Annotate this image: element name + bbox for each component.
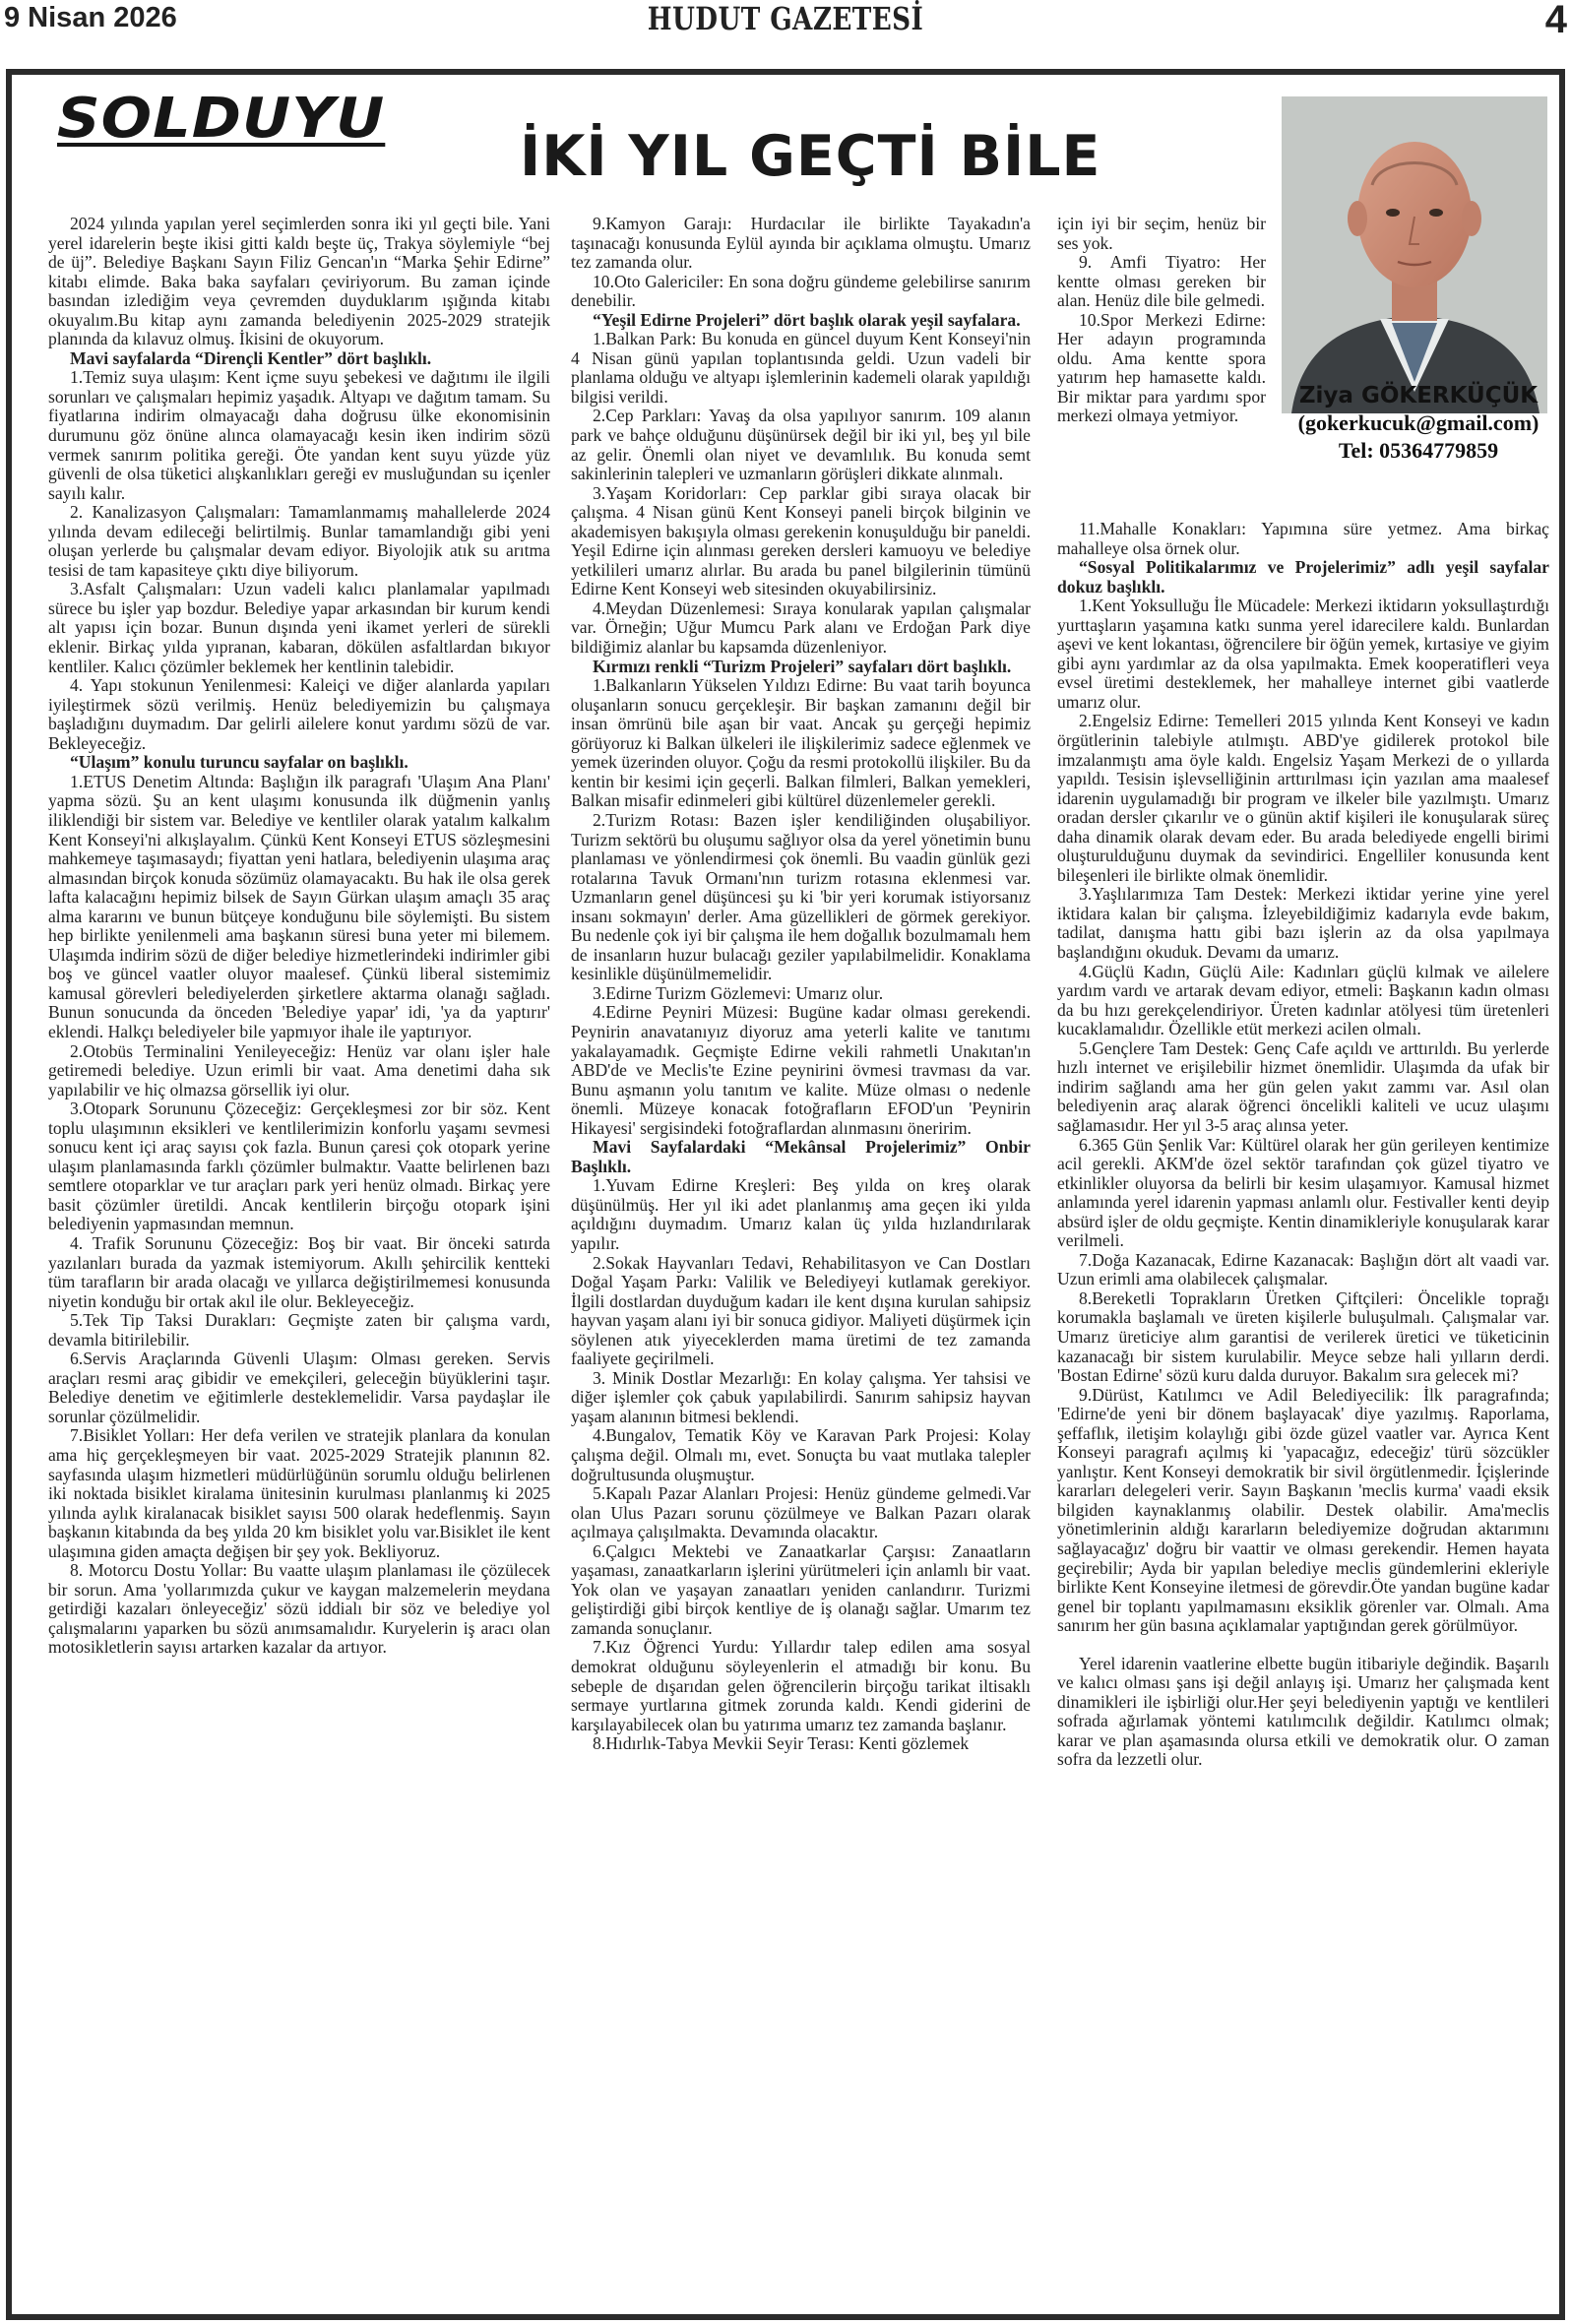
article-title: İKİ YIL GEÇTİ BİLE <box>520 124 1101 189</box>
article-paragraph: 2.Cep Parkları: Yavaş da olsa yapılıyor sanırım. 109 alanın park ve bahçe olduğunu düşünürsek değil bir iki yıl, beş yıl bile az gelir. Önemli olan niyet ve devamlılık. Bu konuda semt sakinlerinin talepleri ve uzmanların görüşleri dikkate alınmalı. <box>571 406 1031 484</box>
article-paragraph: 9.Kamyon Garajı: Hurdacılar ile birlikte Tayakadın'a taşınacağı konusunda Eylül ayında bir açıklama olmuştu. Umarız tez zamanda olur. <box>571 214 1031 273</box>
article-paragraph: 1.Kent Yoksulluğu İle Mücadele: Merkezi iktidarın yoksullaştırdığı yurttaşların yaşamına katkı sunma yerel idarecilere kaldı. Bunlardan aşevi ve kent lokantası, öğrencilere bir öğün yemek, kırtasiye ve giyim gibi aynı yardımlar az da olsa yapılmakta. Emek kooperatifleri veya evsel üretimi desteklemek, her mahalleye internet gibi vaatlerde umarız olur. <box>1057 596 1549 712</box>
article-column-1 <box>48 215 550 1658</box>
article-paragraph: 7.Bisiklet Yolları: Her defa verilen ve stratejik planlara da konulan ama hiç gerçekleşmeyen bir vaat. 2025-2029 Stratejik planının 82. sayfasında ulaşım hizmetleri müdürlüğünün sorumlu olduğu belirlenen iki noktada bisiklet kiralama ünitesinin kurulması planlanmış ki 2025 yılında aylık kiralanacak bisiklet sayısı 500 olarak hedeflenmiş. Sayın başkanın kitabında da beş yılda 20 km bisiklet yolu var.Bisiklet ile kent ulaşımına giden amaçta değişen bir şey yok. Bekliyoruz. <box>48 1425 550 1561</box>
article-paragraph: 5.Tek Tip Taksi Durakları: Geçmişte zaten bir çalışma vardı, devamla bitirilebilir. <box>48 1310 550 1350</box>
article-paragraph: 3.Edirne Turizm Gözlemevi: Umarız olur. <box>593 982 884 1003</box>
article-paragraph: 4. Trafik Sorununu Çözeceğiz: Boş bir vaat. Bir önceki satırda yazılanları burada da yazmak istemiyorum. Akıllı şehircilik kentteki tüm tarafların bir arada olacağı ve yıllarca değiştirilmemesi konusunda niyetin konduğu bir ortak akıl ile olur. Bekleyeceğiz. <box>48 1232 550 1311</box>
newspaper-name: HUDUT GAZETESİ <box>647 0 924 37</box>
issue-date: 9 Nisan 2026 <box>4 2 177 33</box>
article-paragraph: 2. Kanalizasyon Çalışmaları: Tamamlanmamış mahallelerde 2024 yılında devam edileceği belirtilmiş. Bunlar tamamlandığı gibi yeni oluşan yerlerde bu çalışmalar devam ediyor. Biyolojik atık su arıtma tesisi de tam kapasiteye çıktı diye biliyorum. <box>48 502 550 580</box>
portrait-image <box>1282 96 1547 413</box>
article-paragraph: 3.Otopark Sorununu Çözeceğiz: Gerçekleşmesi zor bir söz. Kent toplu ulaşımının eksikleri ve kentlilerimizin konforlu yaşamı sevmesi sonucu kent içi araç sayısı çok fazla. Bunun çaresi çok otopark yerine ulaşım planlamasında farklı çözümler bulmaktır. Vaatte belirlenen bazı semtlere otoparklar ve tur araçları park yeri henüz olmadı. Birkaç yere basit çözümler üretildi. Ancak kentlilerin birçoğu otopark işini belediyenin yapmasından memnun. <box>48 1099 550 1234</box>
article-paragraph: 1.Yuvam Edirne Kreşleri: Beş yılda on kreş olarak düşünülmüş. Her yıl iki adet planlanmış ama geçen iki yılda açıldığını duymadım. Umarız kalan üç yılda hızlandırılarak yapılır. <box>571 1175 1031 1253</box>
author-byline <box>1276 382 1561 465</box>
article-paragraph: 4. Yapı stokunun Yenilenmesi: Kaleiçi ve diğer alanlarda yapıları iyileştirmek sözü verilmiş. Henüz belediyemizin bu çalışmaya başladığını duymadım. Dar gelirli ailelere konut yardımı sözü de var. Bekleyeceğiz. <box>48 675 550 753</box>
article-paragraph: 3.Asfalt Çalışmaları: Uzun vadeli kalıcı planlamalar yapılmadı sürece bu işler yap bozdur. Belediye yapar arkasından bir kurum kendi alt yapısı için bozar. Bunun dışında yeni ikamet yerleri de sürekli eklenir. Birkaç yılda yıpranan, kabaran, dökülen asfaltlardan bıkıyor kentliler. Kalıcı çözümler beklemek her kentlinin talebidir. <box>48 579 550 676</box>
article-column-3 <box>1057 520 1549 1770</box>
article-paragraph: 5.Kapalı Pazar Alanları Projesi: Henüz gündeme gelmedi.Var olan Ulus Pazarı sorunu çözülmeye ve Balkan Pazarı olarak açılmaya çalışılmakta. Devamında olacaktır. <box>571 1483 1031 1542</box>
article-paragraph: Yerel idarenin vaatlerine elbette bugün itibariyle değindik. Başarılı ve kalıcı olması şans işi değil anlayış işi. Umarız her çalışmada kent dinamikleri ile işbirliği olur.Her şeyi belediyenin yaptığı ve kentlileri sofrada ağırlamak yöntemi katılımcılık değildir. Katılımcı olmak; karar ve plan aşamasında olursa etkili ve demokratik olur. O zaman sofra da lezzetli olur. <box>1057 1653 1549 1770</box>
article-paragraph: 4.Edirne Peyniri Müzesi: Bugüne kadar olması gerekendi. Peynirin anavatanıyız diyoruz ama yeterli kalite ve tanıtımı yakalayamadık. Geçmişte Edirne vekili rahmetli Unakıtan'ın ABD'de ve Meclis'te Ezine peynirini övmesi travması da var. Bunu aşmanın yolu tanıtım ve kalite. Müze olması o nedenle önemli. Müzeye konacak fotoğrafların EFOD'un 'Peynirin Hikayesi' sergisindeki fotoğraflardan alınmasını öneririm. <box>571 1002 1031 1138</box>
section-heading: “Sosyal Politikalarımız ve Projelerimiz” adlı yeşil sayfalar dokuz başlıklı. <box>1057 557 1549 597</box>
page-number: 4 <box>1544 0 1567 41</box>
article-paragraph: 10.Spor Merkezi Edirne: Her adayın programında oldu. Ama kentte spora yatırım hep hamasette kaldı. Bir miktar para yardımı spor merkezi olmaya yetmiyor. <box>1057 309 1266 426</box>
page-header <box>0 0 1571 51</box>
article-paragraph: 4.Meydan Düzenlemesi: Sıraya konularak yapılan çalışmalar var. Örneğin; Uğur Mumcu Park alanı ve Erdoğan Park diye bildiğimiz alanlar bu kapsamda düzenleniyor. <box>571 597 1031 658</box>
article-paragraph: 2.Engelsiz Edirne: Temelleri 2015 yılında Kent Konseyi ve kadın örgütlerinin talebiyle atılmıştı. ABD'ye gidilerek protokol bile imzalanmıştı ama öyle kaldı. Engelsiz Yaşam Merkezi de o yıllarda yapıldı. Tesisin işlevselliğinin arttırılması için yazılan ama maalesef idarenin uygulamadığı bir program ve ilkeler bile yazılmıştı. Umarız oradan dersler çıkarılır ve o günün aktif kişileri ile konuşularak süreç daha dinamik olarak devam eder. Bu arada belediyede engelli birimi oluşturulduğunu duymak da sevindirici. Engelliler konusunda kent bileşenleri ile birlikte olmak önemlidir. <box>1057 711 1549 885</box>
column-logo: SOLDUYU <box>57 87 386 151</box>
author-email: (gokerkucuk@gmail.com) <box>1297 410 1540 435</box>
author-name: Ziya GÖKERKÜÇÜK <box>1298 383 1539 408</box>
article-paragraph: 1.Balkanların Yükselen Yıldızı Edirne: Bu vaat tarih boyunca oluşanların sonucu gerçekleşir. Bir başkan zamanını değil bir insan ömrünü bile aşan bir vaat. Ancak şu gerçeği hepimiz görüyoruz ki Balkan ülkeleri ile ilişkilerimiz sadece eğlenmek ve yemek üzerinden oluyor. Çoğu da resmi protokollü ilişkiler. Bu da kentin bir kesimi için geçerli. Balkan filmleri, Balkan yemekleri, Balkan misafir edinmeleri gibi kültürel düzenlemeler gerekli. <box>571 675 1031 811</box>
article-paragraph: 9.Dürüst, Katılımcı ve Adil Belediyecilik: İlk paragrafında; 'Edirne'de yeni bir dönem başlayacak' diye yazılmış. Raporlama, şeffaflık, iletişim kolaylığı gibi özde güzel vaatler var. Ayrıca Kent Konseyi paragrafı açılmış ki 'yapacağız, edeceğiz' türü sözcükler yanlıştır. Kent Konseyi demokratik bir sivil örgütlenmedir. İçişlerinde kararları delegeleri verir. Sayın Başkanın 'meclis kurma' vaadi eksik bilgiden kaynaklanmış olabilir. Destek olabilir. Ama'meclis yönetimlerinin aldığı kararların belediyemize doğrudan aktarımını sağlayacağız' doğru bir vaattir ve olması gerekendir. Hemen hayata geçirebilir; Ayda bir yapılan belediye meclis gündemlerini ekleriyle birlikte Kent Konseyine iletmesi de görevdir.Öte yandan bugüne kadar genel bir toplantı yapılmamasını eksiklik görenler var. Olmalı. Ama sanırım her gün basına açıklamalar yaptığından gerek görülmüyor. <box>1057 1384 1549 1636</box>
article-paragraph: 11.Mahalle Konakları: Yapımına süre yetmez. Ama birkaç mahalleye olsa örnek olur. <box>1057 519 1549 558</box>
author-phone: Tel: 05364779859 <box>1338 438 1499 463</box>
section-heading: Mavi sayfalarda “Dirençli Kentler” dört başlıklı. <box>70 347 432 368</box>
section-heading: “Ulaşım” konulu turuncu sayfalar on başlıklı. <box>70 752 408 773</box>
article-paragraph: 7.Doğa Kazanacak, Edirne Kazanacak: Başlığın dört alt vaadi var. Uzun erimli ama olabilecek çalışmalar. <box>1057 1249 1549 1289</box>
author-photo <box>1282 96 1547 413</box>
article-paragraph: 2.Otobüs Terminalini Yenileyeceğiz: Henüz var olanı işler hale getiremedi belediye. Uzun erimli bir vaat. Ama denetimi daha sık yapılabilir ve hiç olmazsa görsellik iyi olur. <box>48 1040 550 1099</box>
article-paragraph: 3.Yaşlılarımıza Tam Destek: Merkezi iktidar yerine yine yerel iktidara kalan bir çalışma. İzleyebildiğimiz kadarıyla evde bakım, tadilat, danışma hattı gibi bazı işlerin az da olsa yapılmaya başlandığını okuduk. Devamı da umarız. <box>1057 884 1549 963</box>
article-paragraph: 8.Bereketli Toprakların Üretken Çiftçileri: Öncelikle toprağı korumakla başlamalı ve üreten kişilerle buluşulmalı. Çalışmalar var. Umarız üreticiye alım garantisi de verilerek üretici ve tüketicinin kazanacağı bir sistem kurulabilir. Meyce sebze hali yılların derdi. 'Bostan Edirne' sözü kuru dalda duruyor. Bakalım sıra gelecek mi? <box>1057 1288 1549 1386</box>
article-column-3-narrow <box>1057 215 1266 426</box>
article-paragraph: 7.Kız Öğrenci Yurdu: Yıllardır talep edilen ama sosyal demokrat olduğunu söyleyenlerin el atmadığı bir konu. Bu sebeple de dışarıdan gelen öğrencilerin birçoğu tarikat iltisaklı sermaye yurtlarına gitmek zorunda kaldı. Kendi giderini de karşılayabilecek olan bu yatırıma umarız tez zamanda başlanır. <box>571 1637 1031 1734</box>
article-paragraph: 6.365 Gün Şenlik Var: Kültürel olarak her gün gerileyen kentimize acil gerekli. AKM'de özel sektör tarafından çok güzel tiyatro ve etkinlikler oluyorsa da belirli bir kesim ulaşamıyor. Kamusal hizmet anlamında yerel idarenin yapması anlamlı olur. Festivaller kenti deyip absürd işler de oldu geçmişte. Kentin dinamikleriyle konuşularak karar verilmeli. <box>1057 1134 1549 1251</box>
article-paragraph: 4.Güçlü Kadın, Güçlü Aile: Kadınları güçlü kılmak ve ailelere yardım vardı ve artarak devam ediyor, etmeli: Başkanın kadın olması da bu hızı gerekçelendiriyor. Üreten kadınlar atölyesi tüm üretenleri kucaklamalıdır. Özellikle etüt merkezi acilen olmalı. <box>1057 961 1549 1039</box>
article-paragraph: için iyi bir seçim, henüz bir ses yok. <box>1057 214 1266 253</box>
article-paragraph: 2.Turizm Rotası: Bazen işler kendiliğinden oluşabiliyor. Turizm sektörü bu oluşumu sağlıyor olsa da yerel yönetimin bunu planlaması ve yönlendirmesi çok önemli. Bu vaadin günlük gezi rotalarına Tavuk Ormanı'nın turizm rotasına eklenmesi var. Uzmanların genel düşüncesi şu ki 'bir yeri korumak istiyorsanız insanı sokmayın' derler. Ama güzellikleri de görmek gerekiyor. Bu nedenle çok iyi bir çalışma ile hem doğallık bozulmamalı hem de insanların huzur bulacağı geziler yapılabilmelidir. Konaklama kesinlikle düşünülmemelidir. <box>571 809 1031 984</box>
article-paragraph: 8.Hıdırlık-Tabya Mevkii Seyir Terası: Kenti gözlemek <box>593 1733 970 1754</box>
article-paragraph: 10.Oto Galericiler: En sona doğru gündeme gelebilirse sanırım denebilir. <box>571 271 1031 311</box>
section-heading: Mavi Sayfalardaki “Mekânsal Projelerimiz” Onbir Başlıklı. <box>571 1137 1031 1176</box>
article-paragraph: 5.Gençlere Tam Destek: Genç Cafe açıldı ve arttırıldı. Bu yerlerde hızlı internet ve erişilebilir hizmet önemlidir. Ulaşımda da ufak bir indirim sağlandı ama her gün gelen yakıt zammı var. Asıl olan belediyenin araç alarak öğrenci öncelikli kaliteli ve ucuz ulaşımı sağlamasıdır. Her yıl 3-5 araç alınsa yeter. <box>1057 1037 1549 1135</box>
article-paragraph: 8. Motorcu Dostu Yollar: Bu vaatte ulaşım planlaması ile çözülecek bir sorun. Ama 'yollarımızda çukur ve kaygan malzemelerin meydana getirdiği kazaları önleyeceğiz' sözü iddialı bir söz ve belediye yol çalışmalarını yaparken bu sözü anımsamalıdır. Kuryelerin iş aracı olan motosikletlerin sayısı artarken kazalar da artıyor. <box>48 1560 550 1658</box>
article-paragraph: 3. Minik Dostlar Mezarlığı: En kolay çalışma. Yer tahsisi ve diğer işlemler çok çabuk yapılabilirdi. Sanırım sahipsiz hayvan yaşam alanının bitmesi beklendi. <box>571 1367 1031 1426</box>
article-paragraph: 2.Sokak Hayvanları Tedavi, Rehabilitasyon ve Can Dostları Doğal Yaşam Parkı: Valilik ve Belediyeyi kutlamak gerekiyor. İlgili dostlardan duyduğum kadarı ile kent dışına kurulan sahipsiz hayvan yaşam alanı iyi bir sonuca gidiyor. Maliyeti düşürmek için söylenen atık yiyeceklerden mama üretimi de tez zamanda faaliyete geçirilmeli. <box>571 1252 1031 1369</box>
article-paragraph: 4.Bungalov, Tematik Köy ve Karavan Park Projesi: Kolay çalışma değil. Olmalı mı, evet. Sonuçta bu vaat mutlaka talepler doğrultusunda oluşmuştur. <box>571 1425 1031 1484</box>
article-column-2 <box>571 215 1031 1754</box>
article-paragraph: 1.Temiz suya ulaşım: Kent içme suyu şebekesi ve dağıtımı ile ilgili sorunları ve çalışmaları hepimiz yaşadık. Altyapı ve dağıtım tamam. Su fiyatlarına indirim olmayacağı daha doğrusu ülke ekonomisinin durumunu göz önüne alınca olamayacağı kesin iken indirim sözü vermek sanırım politika gereği. Öte yandan kent suyu yüzde yüz güvenli de olsa tüketici alışkanlıkları gereği ev musluğundan su içenler sayılı kalır. <box>48 367 550 503</box>
article-paragraph: 9. Amfi Tiyatro: Her kentte olması gereken bir alan. Henüz dile bile gelmedi. <box>1057 252 1266 311</box>
article-paragraph: 1.ETUS Denetim Altında: Başlığın ilk paragrafı 'Ulaşım Ana Planı' yapma sözü. Şu an kent ulaşımı konusunda ilk düğmenin yanlış iliklendiği bir sistem var. Belediye ve kentliler olarak yatalım kalkalım Kent Konseyi'ni alkışlayalım. Çünkü Kent Konseyi ETUS sözleşmesini mahkemeye taşımasaydı; fiyattan yeni hatlara, belediyenin ulaşıma araç almasından birçok konuda sözümüz olamayacaktı. Bu hak ile olsa gerek lafta kalacağını hepimiz bilsek de Sayın Gürkan ulaşım amaçlı 35 araç alma kararını ve bunun bütçeye konduğunu bile söylemişti. Bu sistem hep birlikte yenilenmeli ama başkanın süresi buna yeter mi bilemem. Ulaşımda indirim sözü de diğer belediye hizmetlerindeki indirimler gibi boş ve güncel vaatler oluyor maalesef. Çünkü liberal sistemimiz kamusal görevleri belediyelerden şirketlere aktarma olanağı sağladı. Bunun sonucunda da önceden 'Belediye yapar' idi, 'ya da yaptırır' eklendi. Halkçı belediyeler bile yapmıyor ihale ile yaptırıyor. <box>48 771 550 1041</box>
article-paragraph: 6.Çalgıcı Mektebi ve Zanaatkarlar Çarşısı: Zanaatların yaşaması, zanaatkarların işlerini yürütmeleri için anlamlı bir vaat. Yok olan ve yaşayan zanaatları yeniden canlandırır. Turizmi geliştirdiği gibi birçok kentliye de iş olanağı sağlar. Umarım tez zamanda sonuçlanır. <box>571 1540 1031 1638</box>
section-heading: “Yeşil Edirne Projeleri” dört başlık olarak yeşil sayfalara. <box>593 309 1021 330</box>
section-heading: Kırmızı renkli “Turizm Projeleri” sayfaları dört başlıklı. <box>593 656 1012 676</box>
article-paragraph: 3.Yaşam Koridorları: Cep parklar gibi sıraya olacak bir çalışma. 4 Nisan günü Kent Konseyi paneli birçok bilginin ve akademisyen bakışıyla olması gerekenin konuşulduğu bir paneldi. Yeşil Edirne için alınması gereken dersleri kamuoyu ve belediye yetkilileri umarız alırlar. Bu arada bu panel bilgilerinin tümünü Edirne Kent Konseyi web sitesinden okuyabilirsiniz. <box>571 482 1031 599</box>
article-paragraph: 2024 yılında yapılan yerel seçimlerden sonra iki yıl geçti bile. Yani yerel idarelerin beşte ikisi gitti kaldı beşte üç, Trakya söylemiyle “bej de üj”. Belediye Başkanı Sayın Filiz Gencan'ın “Marka Şehir Edirne” kitabı elimde. Baka baka sayfaları çeviriyorum. Bu zaman içinde basından izlediğim veya çevremden duyduklarım ışığında kitabı okuyalım.Bu kitap aynı zamanda belediyenin 2025-2029 stratejik planında da kılavuz olmuş. İkisini de okuyorum. <box>48 214 550 349</box>
article-paragraph: 1.Balkan Park: Bu konuda en güncel duyum Kent Konseyi'nin 4 Nisan günü yapılan toplantısında geldi. Uzun vadeli bir planlama olduğu ve altyapı işlemlerinin kademeli olarak yapıldığı bilgisi verildi. <box>571 329 1031 407</box>
article-paragraph: 6.Servis Araçlarında Güvenli Ulaşım: Olması gereken. Servis araçları resmi araç gibidir ve emekçileri, geleceğin büyüklerini taşır. Belediye denetim ve eğitimlerle desteklemelidir. Varsa paydaşlar ile sorunlar çözülmelidir. <box>48 1349 550 1426</box>
